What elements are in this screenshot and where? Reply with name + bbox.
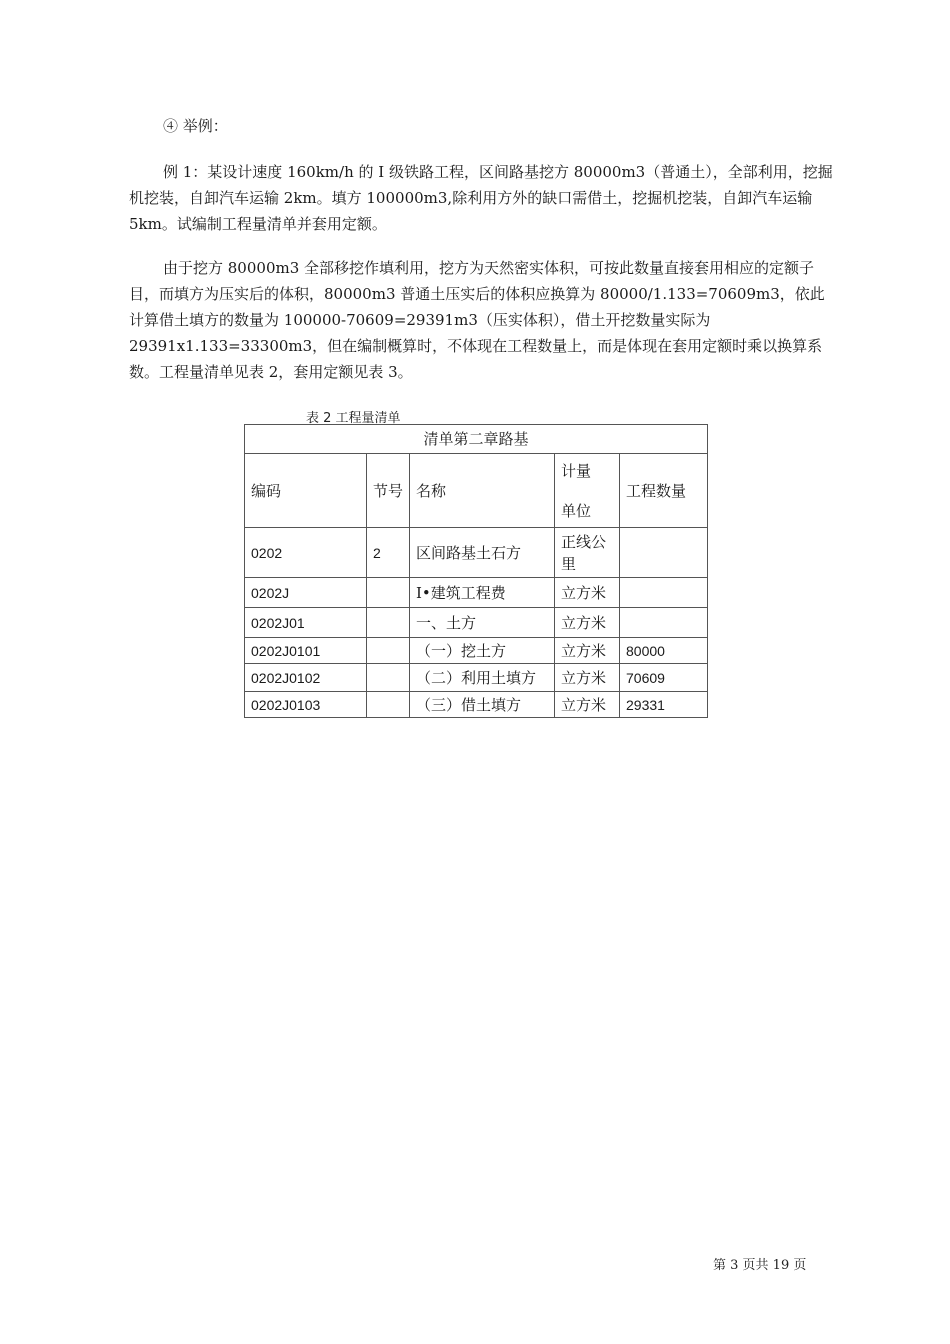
example-paragraph-2: 由于挖方 80000m3 全部移挖作填利用，挖方为天然密实体积，可按此数量直接套用相应的定额子目，而填方为压实后的体积，80000m3 普通土压实后的体积应换算为 80000/1.133=70609m3，依此计算借土填方的数量为 100000-70609=29391m3（压实体积），借土开挖数量实际为 29391x1.133=33300m3，但在编制概算时，不体现在工程数量上，而是体现在套用定额时乘以换算系数。工程量清单见表 2，套用定额见表 3。 xyxy=(129,259,825,381)
row-quantity: 29331 xyxy=(620,692,708,718)
row-name: I•建筑工程费 xyxy=(410,578,555,608)
row-quantity xyxy=(620,608,708,638)
row-code: 0202J01 xyxy=(245,608,367,638)
header-name: 名称 xyxy=(410,454,555,528)
table-chapter-row xyxy=(245,425,708,454)
table-row xyxy=(245,608,708,638)
table-row xyxy=(245,664,708,692)
row-unit: 立方米 xyxy=(555,664,620,692)
example-heading: ④ 举例： xyxy=(163,117,228,135)
header-unit-line1: 计量 xyxy=(561,461,592,480)
row-code: 0202J0102 xyxy=(245,664,367,692)
table-row xyxy=(245,692,708,718)
row-code: 0202J xyxy=(245,578,367,608)
table-caption: 表 2 工程量清单 xyxy=(306,411,401,426)
row-quantity: 70609 xyxy=(620,664,708,692)
row-name: （二）利用土填方 xyxy=(410,664,555,692)
header-section: 节号 xyxy=(367,454,410,528)
row-name: 区间路基土石方 xyxy=(410,528,555,578)
row-section xyxy=(367,578,410,608)
row-section xyxy=(367,692,410,718)
row-code: 0202 xyxy=(245,528,367,578)
row-name: （一）挖土方 xyxy=(410,638,555,664)
row-quantity xyxy=(620,578,708,608)
example-paragraph-1: 例 1：某设计速度 160km/h 的 I 级铁路工程，区间路基挖方 80000m3（普通土），全部利用，挖掘机挖装，自卸汽车运输 2km。填方 100000m3,除利用方外的缺口需借土，挖掘机挖装，自卸汽车运输 5km。试编制工程量清单并套用定额。 xyxy=(129,163,833,233)
row-section: 2 xyxy=(367,528,410,578)
chapter-title: 清单第二章路基 xyxy=(245,425,708,454)
table-row xyxy=(245,528,708,578)
table-header-row xyxy=(245,454,708,528)
row-section xyxy=(367,638,410,664)
row-unit: 正线公里 xyxy=(555,528,620,578)
row-unit: 立方米 xyxy=(555,692,620,718)
table-row xyxy=(245,578,708,608)
page-number: 第 3 页共 19 页 xyxy=(713,1258,807,1273)
row-section xyxy=(367,608,410,638)
row-unit: 立方米 xyxy=(555,638,620,664)
row-quantity: 80000 xyxy=(620,638,708,664)
table-row xyxy=(245,638,708,664)
row-section xyxy=(367,664,410,692)
header-quantity: 工程数量 xyxy=(620,454,708,528)
row-unit: 立方米 xyxy=(555,608,620,638)
row-code: 0202J0101 xyxy=(245,638,367,664)
row-unit: 立方米 xyxy=(555,578,620,608)
header-unit xyxy=(555,454,620,528)
row-name: （三）借土填方 xyxy=(410,692,555,718)
header-code: 编码 xyxy=(245,454,367,528)
header-unit-line2: 单位 xyxy=(561,501,592,520)
row-code: 0202J0103 xyxy=(245,692,367,718)
row-name: 一、土方 xyxy=(410,608,555,638)
quantity-list-table xyxy=(244,424,708,718)
row-quantity xyxy=(620,528,708,578)
